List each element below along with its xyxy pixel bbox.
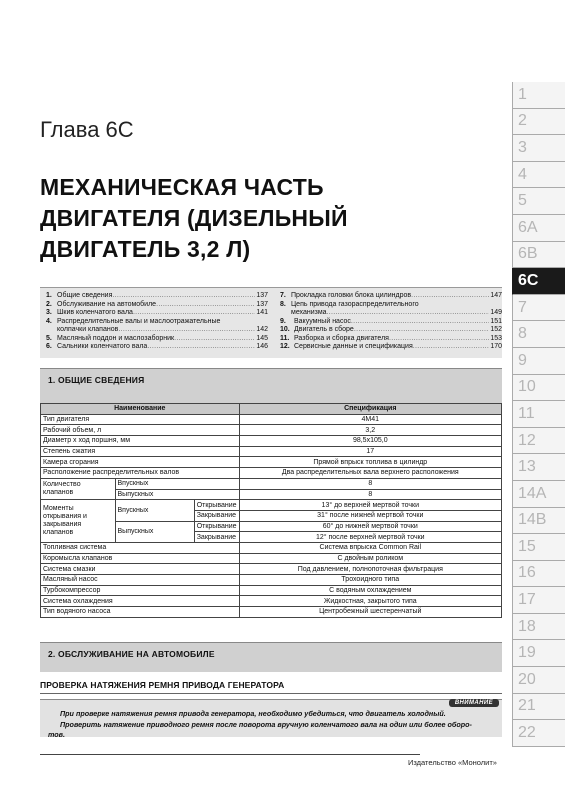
toc-num: 7. <box>280 292 286 299</box>
toc-num: 4. <box>46 317 52 325</box>
table-row <box>41 500 502 511</box>
section-title: 1. ОБЩИЕ СВЕДЕНИЯ <box>48 375 145 385</box>
table-of-contents <box>40 287 502 358</box>
cell-label: Открывание <box>194 521 239 532</box>
warning-badge: ВНИМАНИЕ <box>449 699 499 707</box>
toc-num: 2. <box>46 300 52 308</box>
chapter-tab-14b[interactable]: 14B <box>512 508 565 535</box>
toc-title: механизма <box>291 309 327 316</box>
cell-label: Система смазки <box>41 564 240 575</box>
cell-label: Турбокомпрессор <box>41 585 240 596</box>
cell-value: 8 <box>239 489 501 500</box>
cell-value: Прямой впрыск топлива в цилиндр <box>239 457 501 468</box>
cell-value: Два распределительных вала верхнего расположения <box>239 468 501 479</box>
cell-value: 31° после нижней мертвой точки <box>239 510 501 521</box>
toc-title: Шкив коленчатого вала <box>57 309 133 316</box>
toc-item[interactable] <box>46 301 268 310</box>
table-row <box>41 478 502 489</box>
toc-column-right <box>280 292 502 352</box>
table-row <box>41 542 502 553</box>
cell-label: Масляный насос <box>41 575 240 586</box>
chapter-tab-13[interactable]: 13 <box>512 454 565 481</box>
table-row <box>41 436 502 447</box>
chapter-tab-15[interactable]: 15 <box>512 534 565 561</box>
toc-page: 146 <box>256 343 268 350</box>
chapter-tab-16[interactable]: 16 <box>512 561 565 588</box>
section-header-maintenance <box>40 642 502 672</box>
cell-label: Открывание <box>194 500 239 511</box>
cell-value: С двойным роликом <box>239 553 501 564</box>
toc-title: Распределительные валы и маслоотражательные <box>57 317 221 325</box>
toc-title: Обслуживание на автомобиле <box>57 300 157 308</box>
chapter-tab-3[interactable]: 3 <box>512 135 565 162</box>
chapter-tab-1[interactable]: 1 <box>512 82 565 109</box>
toc-page: 153 <box>490 334 502 342</box>
publisher-credit: Издательство «Монолит» <box>408 758 497 767</box>
toc-page: 152 <box>490 326 502 333</box>
toc-page: 142 <box>256 326 268 333</box>
chapter-tab-6a[interactable]: 6A <box>512 215 565 242</box>
warning-note <box>40 699 502 737</box>
toc-page: 137 <box>256 300 268 308</box>
chapter-tab-20[interactable]: 20 <box>512 667 565 694</box>
table-row <box>41 585 502 596</box>
footer-divider <box>40 754 420 755</box>
toc-item-continued[interactable] <box>46 326 268 335</box>
toc-item[interactable] <box>280 326 502 335</box>
chapter-tab-11[interactable]: 11 <box>512 401 565 428</box>
chapter-tab-5[interactable]: 5 <box>512 188 565 215</box>
table-row <box>41 607 502 618</box>
table-row <box>41 468 502 479</box>
toc-title: Масляный поддон и маслозаборник <box>57 334 175 342</box>
cell-value: Под давлением, полнопоточная фильтрация <box>239 564 501 575</box>
toc-title: Сальники коленчатого вала <box>57 343 148 350</box>
chapter-tab-6c[interactable]: 6C <box>512 268 565 295</box>
cell-value: 3,2 <box>239 425 501 436</box>
cell-label: Камера сгорания <box>41 457 240 468</box>
cell-label: Количество клапанов <box>41 478 116 499</box>
warning-line: Проверить натяжение приводного ремня после поворота вручную коленчатого вала на один или более оборо- <box>60 719 472 729</box>
toc-page: 147 <box>490 292 502 299</box>
cell-label: Коромысла клапанов <box>41 553 240 564</box>
cell-label: Расположение распределительных валов <box>41 468 240 479</box>
chapter-tab-12[interactable]: 12 <box>512 428 565 455</box>
cell-value: Трохоидного типа <box>239 575 501 586</box>
toc-num: 6. <box>46 343 52 350</box>
table-row <box>41 596 502 607</box>
chapter-tab-4[interactable]: 4 <box>512 162 565 189</box>
title-line-2: ДВИГАТЕЛЯ (ДИЗЕЛЬНЫЙ <box>40 205 348 231</box>
table-row <box>41 457 502 468</box>
chapter-tab-18[interactable]: 18 <box>512 614 565 641</box>
table-row <box>41 575 502 586</box>
toc-num: 5. <box>46 334 52 342</box>
page-title <box>40 172 480 265</box>
cell-label: Закрывание <box>194 532 239 543</box>
toc-title: Общие сведения <box>57 292 113 299</box>
chapter-tab-14a[interactable]: 14A <box>512 481 565 508</box>
toc-item[interactable] <box>280 318 502 327</box>
chapter-tab-7[interactable]: 7 <box>512 295 565 322</box>
section-title: 2. ОБСЛУЖИВАНИЕ НА АВТОМОБИЛЕ <box>48 649 215 659</box>
toc-page: 141 <box>256 309 268 316</box>
warning-line: тов. <box>48 730 66 739</box>
cell-label: Тип двигателя <box>41 414 240 425</box>
chapter-tab-9[interactable]: 9 <box>512 348 565 375</box>
toc-item[interactable] <box>280 335 502 344</box>
toc-item[interactable] <box>280 301 502 310</box>
toc-title: Прокладка головки блока цилиндров <box>291 292 412 299</box>
toc-item[interactable] <box>280 292 502 301</box>
toc-item[interactable] <box>46 292 268 301</box>
table-row <box>41 446 502 457</box>
toc-title: Цепь привода газораспределительного <box>291 300 419 308</box>
toc-title: Сервисные данные и спецификация <box>294 343 413 350</box>
cell-value: 12° после верхней мертвой точки <box>239 532 501 543</box>
cell-value: 17 <box>239 446 501 457</box>
toc-title: колпачки клапанов <box>57 326 119 333</box>
section-header-general <box>40 368 502 405</box>
toc-title: Разборка и сборка двигателя <box>294 334 389 342</box>
toc-num: 10. <box>280 326 290 333</box>
cell-label: Рабочий объем, л <box>41 425 240 436</box>
subsection-heading: ПРОВЕРКА НАТЯЖЕНИЯ РЕМНЯ ПРИВОДА ГЕНЕРАТОРА <box>40 680 502 694</box>
toc-page: 137 <box>256 292 268 299</box>
cell-value: 4M41 <box>239 414 501 425</box>
cell-label: Диаметр х ход поршня, мм <box>41 436 240 447</box>
cell-value: 8 <box>239 478 501 489</box>
table-row <box>41 425 502 436</box>
header-spec: Спецификация <box>239 404 501 415</box>
toc-num: 8. <box>280 300 286 308</box>
cell-label: Выпускных <box>115 489 239 500</box>
chapter-tab-17[interactable]: 17 <box>512 587 565 614</box>
toc-page: 145 <box>256 334 268 342</box>
chapter-tab-8[interactable]: 8 <box>512 321 565 348</box>
title-line-1: МЕХАНИЧЕСКАЯ ЧАСТЬ <box>40 174 324 200</box>
toc-num: 9. <box>280 317 286 325</box>
chapter-tab-10[interactable]: 10 <box>512 375 565 402</box>
cell-label: Система охлаждения <box>41 596 240 607</box>
table-row <box>41 564 502 575</box>
header-name: Наименование <box>41 404 240 415</box>
toc-column-left <box>46 292 268 352</box>
cell-label: Топливная система <box>41 542 240 553</box>
cell-label: Тип водяного насоса <box>41 607 240 618</box>
cell-label: Закрывание <box>194 510 239 521</box>
toc-item-continued[interactable] <box>280 309 502 318</box>
table-header-row <box>41 404 502 415</box>
toc-title: Вакуумный насос <box>294 317 351 325</box>
chapter-label: Глава 6С <box>40 117 134 142</box>
toc-num: 12. <box>280 343 290 350</box>
toc-num: 11. <box>280 334 290 342</box>
cell-value: С водяным охлаждением <box>239 585 501 596</box>
toc-title: Двигатель в сборе <box>294 326 354 333</box>
cell-label: Выпускных <box>115 521 194 542</box>
table-row <box>41 414 502 425</box>
cell-label: Впускных <box>115 500 194 521</box>
toc-item[interactable] <box>46 318 268 327</box>
cell-value: Система впрыска Common Rail <box>239 542 501 553</box>
spec-table <box>40 403 502 618</box>
toc-item[interactable] <box>46 343 268 352</box>
cell-value: 60° до нижней мертвой точки <box>239 521 501 532</box>
cell-value: 98,5х105,0 <box>239 436 501 447</box>
toc-num: 1. <box>46 292 52 299</box>
chapter-tab-21[interactable]: 21 <box>512 694 565 721</box>
cell-label: Впускных <box>115 478 239 489</box>
cell-label: Степень сжатия <box>41 446 240 457</box>
chapter-tab-6b[interactable]: 6B <box>512 242 565 269</box>
title-line-3: ДВИГАТЕЛЬ 3,2 Л) <box>40 236 251 262</box>
cell-value: Жидкостная, закрытого типа <box>239 596 501 607</box>
toc-page: 170 <box>490 343 502 350</box>
warning-text <box>48 709 498 741</box>
chapter-tabs <box>512 82 565 747</box>
table-row <box>41 553 502 564</box>
chapter-tab-19[interactable]: 19 <box>512 640 565 667</box>
cell-value: 13° до верхней мертвой точки <box>239 500 501 511</box>
cell-label: Моменты открывания и закрывания клапанов <box>41 500 116 543</box>
toc-page: 151 <box>490 317 502 325</box>
cell-value: Центробежный шестеренчатый <box>239 607 501 618</box>
chapter-tab-2[interactable]: 2 <box>512 109 565 136</box>
warning-line: При проверке натяжения ремня привода генератора, необходимо убедиться, что двигатель холодный. <box>60 709 446 718</box>
toc-num: 3. <box>46 309 52 316</box>
toc-page: 149 <box>490 309 502 316</box>
toc-item[interactable] <box>46 309 268 318</box>
toc-item[interactable] <box>280 343 502 352</box>
toc-item[interactable] <box>46 335 268 344</box>
chapter-tab-22[interactable]: 22 <box>512 720 565 747</box>
